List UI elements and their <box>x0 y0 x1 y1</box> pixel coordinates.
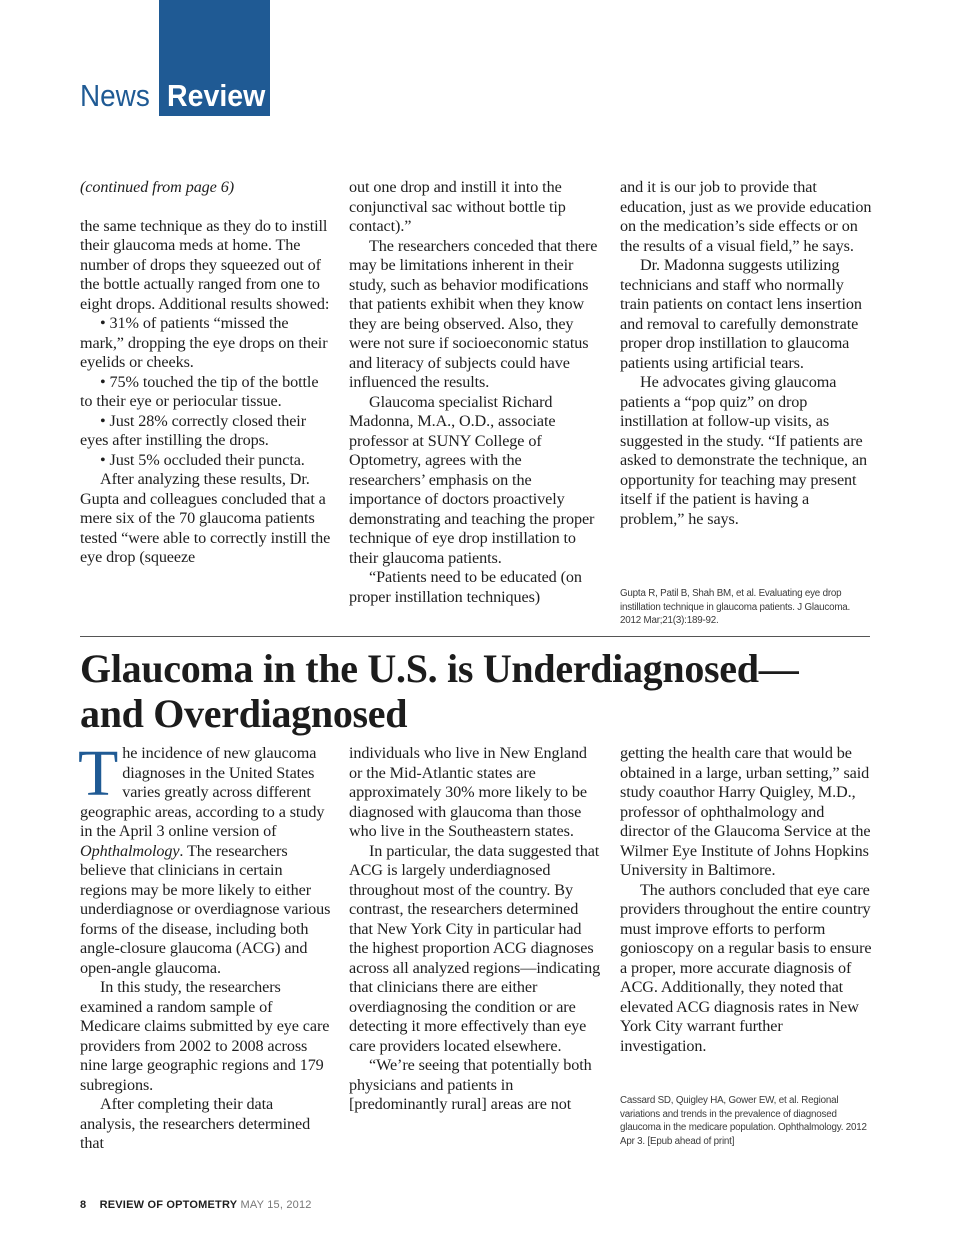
drop-cap: T <box>78 737 119 810</box>
paragraph: and it is our job to provide that education, just as we provide education on the medication’s side effects or on the results of a visual field,” he says. <box>620 178 872 255</box>
paragraph: out one drop and instill it into the conjunctival sac without bottle tip contact).” <box>349 178 566 235</box>
paragraph: In particular, the data suggested that ACG is largely underdiagnosed throughout most of the country. By contrast, the researchers determined that New York City in particular had the highest proportion ACG diagnoses across all analyzed regions—indicating that clinicians there are either overdiagnosing the condition or are detecting it more effectively than eye care providers located elsewhere. <box>349 841 601 1055</box>
paragraph: the same technique as they do to instill their glaucoma meds at home. The number of drops they squeezed out of the bottle actually ranged from one to eight drops. Additional results showed: <box>80 216 330 313</box>
paragraph: In this study, the researchers examined a random sample of Medicare claims submitted by eye care providers from 2002 to 2008 across nine large geographic regions and 179 subregions. <box>80 978 330 1094</box>
issue-date: MAY 15, 2012 <box>240 1199 312 1211</box>
article2-headline <box>80 646 880 736</box>
article1-column-1 <box>80 178 332 568</box>
journal-name: Ophthalmology <box>80 841 180 860</box>
lead-paragraph: The incidence of new glaucoma diagnoses in the United States varies greatly across different geographic areas, according to a study in the April 3 online version of Ophthalmology. The researchers believe that clinicians in certain regions may be more likely to either underdiagnose or overdiagnose various forms of the disease, including both angle-closure glaucoma (ACG) and open-angle glaucoma. <box>78 737 331 977</box>
article1-citation: Gupta R, Patil B, Shah BM, et al. Evaluating eye drop instillation technique in glaucoma patients. J Glaucoma. 2012 Mar;21(3):189-92. <box>620 588 851 626</box>
article2-citation: Cassard SD, Quigley HA, Gower EW, et al. Regional variations and trends in the prevalence of diagnosed glaucoma in the medicare population. Ophthalmology. 2012 Apr 3. [Epub ahead of print] <box>620 1095 867 1147</box>
paragraph: individuals who live in New England or the Mid-Atlantic states are approximately 30% more likely to be diagnosed with glaucoma than those who live in the Southeastern states. <box>349 744 587 840</box>
bullet-item: • Just 28% correctly closed their eyes after instilling the drops. <box>80 411 306 449</box>
article2-column-1 <box>78 737 332 1154</box>
bullet-item: • 75% touched the tip of the bottle to their eye or periocular tissue. <box>80 372 319 410</box>
paragraph: getting the health care that would be obtained in a large, urban setting,” said study coauthor Harry Quigley, M.D., professor of ophthalmology and director of the Glaucoma Service at the Wilmer Eye Institute of Johns Hopkins University in Baltimore. <box>620 744 871 879</box>
page-number: 8 <box>80 1199 87 1211</box>
paragraph: The researchers conceded that there may be limitations inherent in their study, such as behavior modifications that patients exhibit when they know they are being observed. Also, they were not sure if socioeconomic status and literacy of subjects could have influenced the results. <box>349 236 598 391</box>
page-footer <box>80 1199 312 1211</box>
article1-column-2 <box>349 178 601 607</box>
section-divider <box>80 636 870 637</box>
paragraph: Dr. Madonna suggests utilizing technicians and staff who normally train patients on contact lens insertion and removal to carefully demonstrate proper drop instillation to glaucoma patients using artificial tears. <box>620 256 862 372</box>
section-label-news: News <box>80 78 150 113</box>
paragraph: After completing their data analysis, the researchers determined that <box>80 1095 311 1152</box>
paragraph: He advocates giving glaucoma patients a “pop quiz” on drop instillation at follow-up visits, as suggested in the study. “If patients are asked to demonstrate the technique, an opportunity for teaching may present itself if the patient is having a problem,” he says. <box>620 373 868 528</box>
paragraph: The authors concluded that eye care providers throughout the entire country must improve efforts to perform gonioscopy on a regular basis to ensure a proper, more accurate diagnosis of ACG. Additionally, they noted that elevated ACG diagnosis rates in New York City warrant further investigation. <box>620 880 872 1055</box>
headline-line: Glaucoma in the U.S. is Underdiagnosed— <box>80 646 799 691</box>
article2-column-2 <box>349 744 601 1115</box>
section-label-review: Review <box>167 78 266 113</box>
paragraph: After analyzing these results, Dr. Gupta and colleagues concluded that a mere six of the 70 glaucoma patients tested “were able to correctly instill the eye drop (squeeze <box>80 470 331 566</box>
bullet-item: • Just 5% occluded their puncta. <box>100 450 305 469</box>
paragraph: Glaucoma specialist Richard Madonna, M.A., O.D., associate professor at SUNY College of Optometry, agrees with the researchers’ emphasis on the importance of doctors proactively demonstrating and teaching the proper technique of eye drop instillation to their glaucoma patients. <box>349 392 595 567</box>
article2-column-3 <box>620 744 872 1056</box>
continued-note: (continued from page 6) <box>80 178 234 196</box>
paragraph: “Patients need to be educated (on proper instillation techniques) <box>349 568 582 606</box>
paragraph: “We’re seeing that potentially both physicians and patients in [predominantly rural] areas are not <box>349 1056 592 1113</box>
headline-line: and Overdiagnosed <box>80 691 408 736</box>
bullet-item: • 31% of patients “missed the mark,” dropping the eye drops on their eyelids or cheeks. <box>80 314 328 371</box>
article1-column-3 <box>620 178 872 529</box>
magazine-name: REVIEW OF OPTOMETRY <box>99 1199 238 1211</box>
